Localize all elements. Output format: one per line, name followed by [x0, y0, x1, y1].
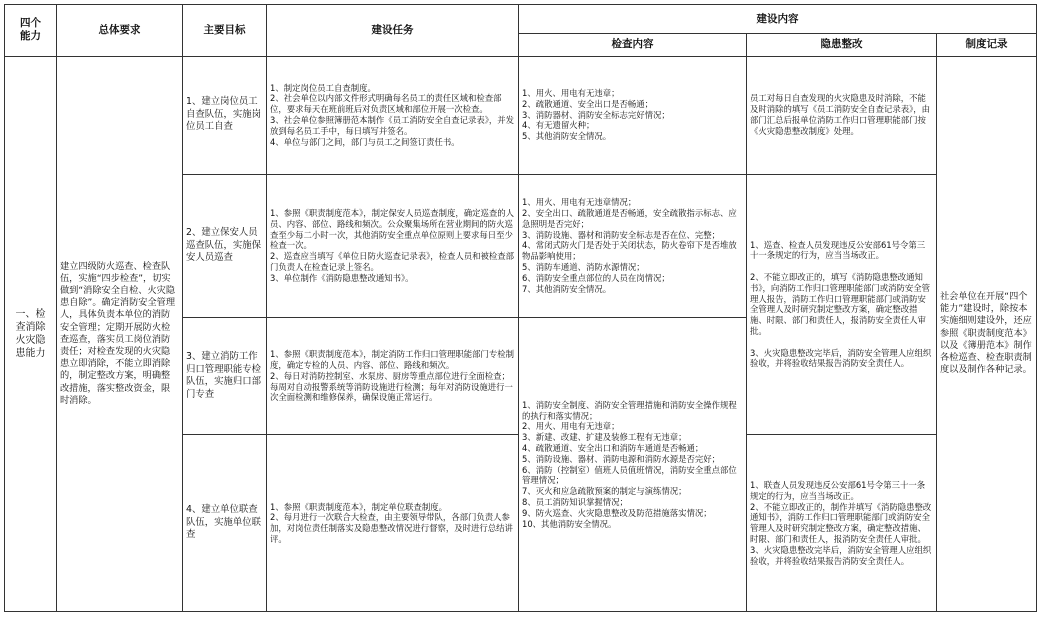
ability-cell: 一、检 查消除 火灾隐 患能力	[5, 56, 57, 612]
goal-1: 1、建立岗位员工自查队伍，实施岗位员工自查	[183, 56, 267, 174]
task-4: 1、参照《职责制度范本》，制定单位联查制度。 2、每月进行一次联合大检查，由主要领导带队，各部门负责人参加，对岗位责任制落实及隐患整改情况进行督察，及时进行总结讲评。	[267, 435, 519, 612]
header-rectify: 隐患整改	[747, 34, 937, 56]
task-2: 1、参照《职责制度范本》，制定保安人员巡查制度，确定巡查的人员、内容、部位、路线和频次。公众聚集场所在营业期间的防火巡查至少每二小时一次，其他消防安全重点单位原则上要求每日至少检查一次。 2、巡查应当填写《单位日防火巡查记录表》，检查人员和被检查部门负责人在检查记录上签名。 3、单位制作《消防隐患整改通知书》。	[267, 174, 519, 317]
goal-3: 3、建立消防工作归口管理职能专检队伍，实施归口部门专查	[183, 318, 267, 435]
header-main-goal: 主要目标	[183, 5, 267, 57]
goal-4: 4、建立单位联查队伍，实施单位联查	[183, 435, 267, 612]
header-overall: 总体要求	[57, 5, 183, 57]
rectify-3: 1、联查人员发现违反公安部61号令第三十一条规定的行为，应当当场改正。 2、不能立即改正的，制作并填写《消防隐患整改通知书》，消防工作归口管理职能部门或消防安全管理人及时研究制定整改方案，确定整改措施、时限、部门和责任人，报消防安全责任人审批。 3、火灾隐患整改完毕后，消防安全管理人应组织验收，并将验收结果报告消防安全责任人。	[747, 435, 937, 612]
check-1: 1、用火、用电有无违章； 2、疏散通道、安全出口是否畅通； 3、消防器材、消防安全标志完好情况； 4、有无遗留火种； 5、其他消防安全情况。	[519, 56, 747, 174]
check-3: 1、消防安全制度、消防安全管理措施和消防安全操作规程的执行和落实情况； 2、用火、用电有无违章； 3、新建、改建、扩建及装修工程有无违章； 4、疏散通道、安全出口和消防车通道是否畅通； 5、消防设施、器材、消防电源和消防水源是否完好； 6、消防（控制室）值班人员值班情况，消防安全重点部位管理情况； 7、灭火和应急疏散预案的制定与演练情况； 8、员工消防知识掌握情况； 9、防火巡查、火灾隐患整改及防范措施落实情况； 10、其他消防安全情况。	[519, 318, 747, 612]
header-tasks: 建设任务	[267, 5, 519, 57]
fire-safety-table	[4, 4, 1037, 612]
header-records: 制度记录	[937, 34, 1037, 56]
header-check: 检查内容	[519, 34, 747, 56]
goal-2: 2、建立保安人员巡查队伍，实施保安人员巡查	[183, 174, 267, 317]
records-cell: 社会单位在开展“四个能力”建设时，除按本实施细则建设外，还应参照《职责制度范本》以及《簿册范本》制作各检巡查、检查职责制度以及制作各种记录。	[937, 56, 1037, 612]
rectify-2: 1、巡查、检查人员发现违反公安部61号令第三十一条规定的行为，应当当场改正。 2、不能立即改正的，填写《消防隐患整改通知书》，向消防工作归口管理职能部门或消防安全管理人报告，消防工作归口管理职能部门或消防安全管理人及时研究制定整改方案，确定整改措施、时限、部门和责任人，报消防安全责任人审批。 3、火灾隐患整改完毕后，消防安全管理人应组织验收，并将验收结果报告消防安全责任人。	[747, 174, 937, 435]
task-3: 1、参照《职责制度范本》，制定消防工作归口管理职能部门专检制度，确定专检的人员、内容、部位、路线和频次。 2、每日对消防控制室、水泵房、厨房等重点部位进行全面检查；每周对自动报警系统等消防设施进行检测；每年对消防设施进行一次全面检测和维修保养，确保设施正常运行。	[267, 318, 519, 435]
header-content: 建设内容	[519, 5, 1037, 34]
task-1: 1、制定岗位员工自查制度。 2、社会单位以内部文件形式明确每名员工的责任区域和检查部位，要求每天在班前班后对负责区域和部位开展一次检查。 3、社会单位参照簿册范本制作《员工消防安全自查记录表》，并发放到每名员工手中，每日填写并签名。 4、单位与部门之间，部门与员工之间签订责任书。	[267, 56, 519, 174]
rectify-1: 员工对每日自查发现的火灾隐患及时消除，不能及时消除的填写《员工消防安全自查记录表》，由部门汇总后报单位消防工作归口管理职能部门按《火灾隐患整改制度》处理。	[747, 56, 937, 174]
overall-requirement: 建立四级防火巡查、检查队伍，实施“四步检查”，切实做到“消除安全自检、火灾隐患自除”。确定消防安全管理人，具体负责本单位的消防安全管理；定期开展防火检查巡查，落实员工岗位消防责任；对检查发现的火灾隐患立即消除，不能立即消除的，制定整改方案，明确整改措施，落实整改资金，限时消除。	[57, 56, 183, 612]
check-2: 1、用火、用电有无违章情况； 2、安全出口、疏散通道是否畅通，安全疏散指示标志、应急照明是否完好； 3、消防设施、器材和消防安全标志是否在位、完整； 4、常闭式防火门是否处于关闭状态，防火卷帘下是否堆放物品影响使用； 5、消防车通道、消防水源情况； 6、消防安全重点部位的人员在岗情况； 7、其他消防安全情况。	[519, 174, 747, 317]
header-four-abilities: 四个 能力	[5, 5, 57, 57]
